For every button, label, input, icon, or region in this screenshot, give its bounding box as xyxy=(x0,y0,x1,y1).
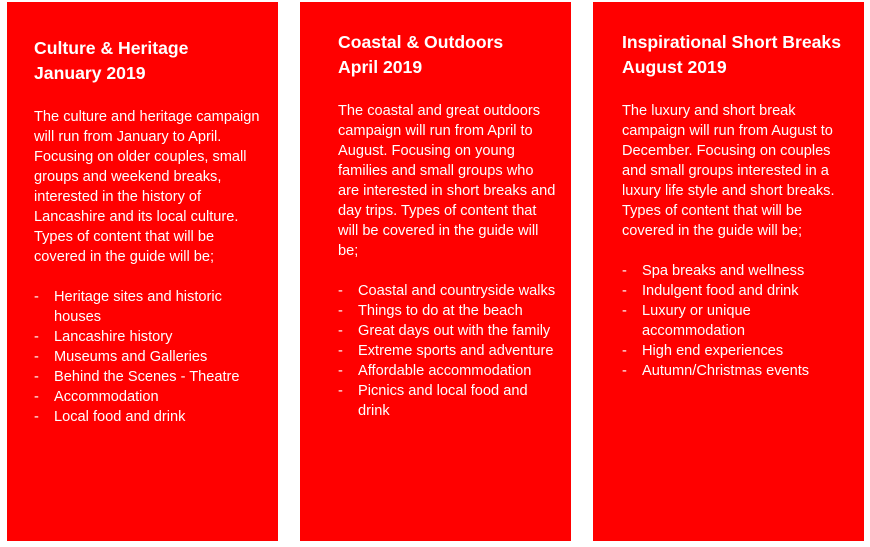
list-item: - Luxury or unique accommodation xyxy=(622,303,751,339)
card-description: The coastal and great outdoors campaign will run from April to August. Focusing on young families and small groups who are interested in short breaks and day trips. Types of content that will be covered in the guide will be; xyxy=(338,103,556,259)
card-title: Inspirational Short Breaks August 2019 xyxy=(622,32,842,77)
list-item: - Great days out with the family xyxy=(338,323,551,339)
card-title: Culture & Heritage January 2019 xyxy=(34,38,189,83)
list-item: - Autumn/Christmas events xyxy=(622,363,810,379)
list-item: - Lancashire history xyxy=(34,329,173,345)
list-item: - Museums and Galleries xyxy=(34,349,208,365)
campaign-card-culture-heritage xyxy=(7,2,278,541)
campaign-card-inspirational-short-breaks xyxy=(593,2,864,541)
card-description: The culture and heritage campaign will run from January to April. Focusing on older couples, small groups and weekend breaks, interested in the history of Lancashire and its local culture. Types of content that will be covered in the guide will be; xyxy=(34,109,260,265)
list-item: - Spa breaks and wellness xyxy=(622,263,805,279)
list-item: - Local food and drink xyxy=(34,409,186,425)
list-item: - Extreme sports and adventure xyxy=(338,343,554,359)
list-item: - Coastal and countryside walks xyxy=(338,283,556,299)
content-list xyxy=(622,261,850,381)
list-item: - Heritage sites and historic houses xyxy=(34,289,222,325)
content-list xyxy=(34,287,264,427)
content-list xyxy=(338,281,557,421)
campaign-card-coastal-outdoors xyxy=(300,2,571,541)
list-item: - Picnics and local food and drink xyxy=(338,383,528,419)
list-item: - Indulgent food and drink xyxy=(622,283,799,299)
list-item: - Behind the Scenes - Theatre xyxy=(34,369,240,385)
list-item: - Accommodation xyxy=(34,389,159,405)
card-title: Coastal & Outdoors April 2019 xyxy=(338,32,504,77)
list-item: - Affordable accommodation xyxy=(338,363,532,379)
card-description: The luxury and short break campaign will run from August to December. Focusing on couples and small groups interested in a luxury life style and short breaks. Types of content that will be covered in the guide will be; xyxy=(622,103,835,239)
list-item: - High end experiences xyxy=(622,343,784,359)
list-item: - Things to do at the beach xyxy=(338,303,523,319)
